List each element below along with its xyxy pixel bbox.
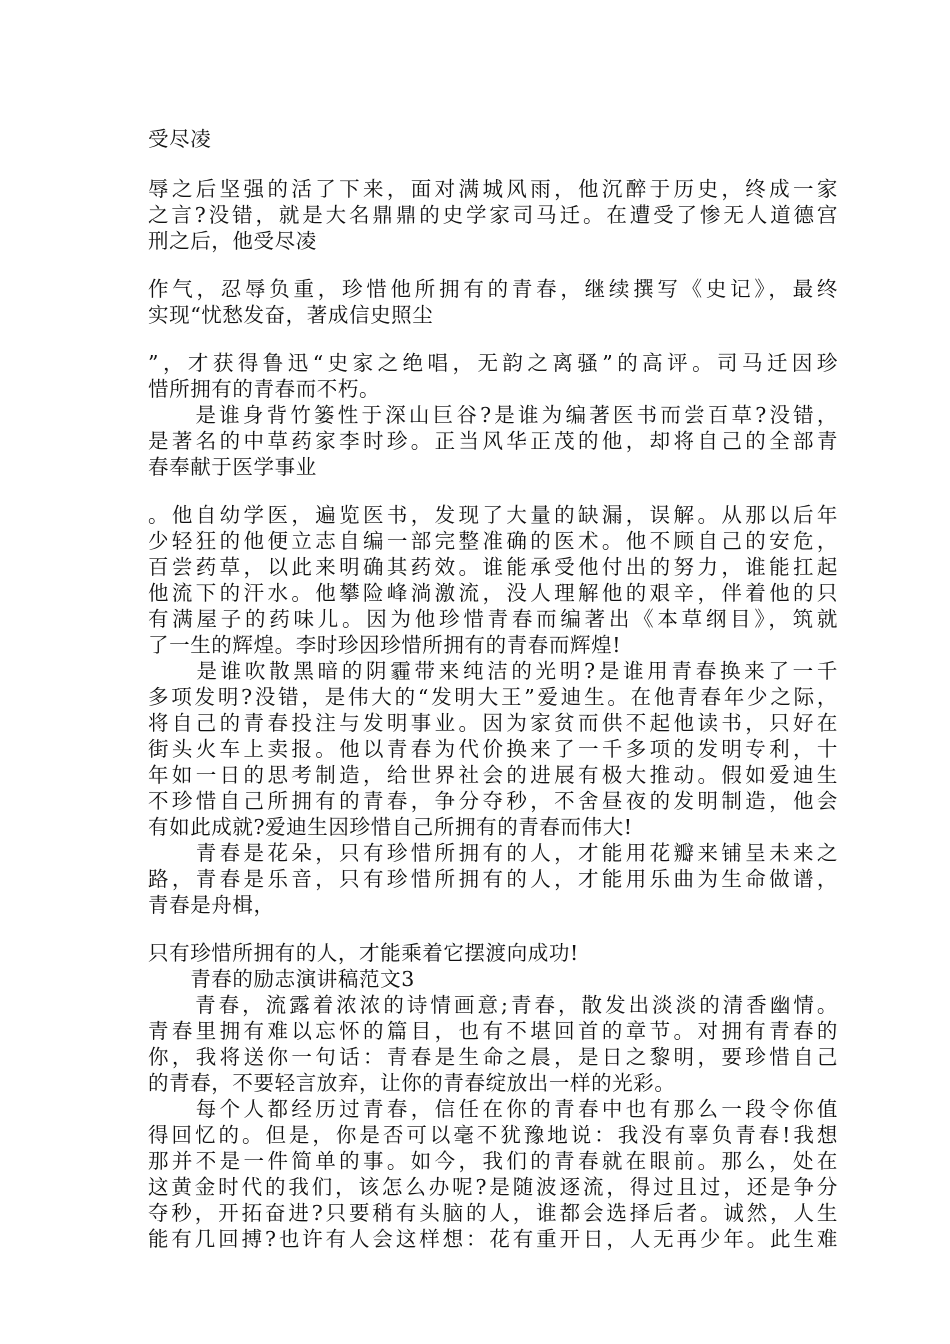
text-line: 是谁身背竹篓性于深山巨谷?是谁为编著医书而尝百草?没错， xyxy=(148,403,838,427)
text-line: 路，青春是乐音，只有珍惜所拥有的人，才能用乐曲为生命做谱， xyxy=(148,867,838,891)
section-heading: 青春的励志演讲稿范文3 xyxy=(148,967,415,991)
text-line: 少轻狂的他便立志自编一部完整准确的医术。他不顾自己的安危， xyxy=(148,529,838,553)
text-line: 青春里拥有难以忘怀的篇目，也有不堪回首的章节。对拥有青春的 xyxy=(148,1019,838,1043)
text-line: 这黄金时代的我们，该怎么办呢?是随波逐流，得过且过，还是争分 xyxy=(148,1175,838,1199)
text-line: 辱之后坚强的活了下来，面对满城风雨，他沉醉于历史，终成一家 xyxy=(148,177,838,201)
text-line: 是谁吹散黑暗的阴霾带来纯洁的光明?是谁用青春换来了一千 xyxy=(148,659,838,683)
text-line: 只有珍惜所拥有的人，才能乘着它摆渡向成功! xyxy=(148,941,579,965)
text-line: 不珍惜自己所拥有的青春，争分夺秒，不舍昼夜的发明制造，他会 xyxy=(148,789,838,813)
text-line: 春奉献于医学事业 xyxy=(148,455,317,479)
text-line: 将自己的青春投注与发明事业。因为家贫而供不起他读书，只好在 xyxy=(148,711,838,735)
text-line: 的青春，不要轻言放弃，让你的青春绽放出一样的光彩。 xyxy=(148,1071,676,1095)
text-line: 青春，流露着浓浓的诗情画意;青春，散发出淡淡的清香幽情。 xyxy=(148,993,838,1017)
text-line: 得回忆的。但是，你是否可以毫不犹豫地说：我没有辜负青春!我想 xyxy=(148,1123,838,1147)
text-line: 惜所拥有的青春而不朽。 xyxy=(148,377,381,401)
text-line: 青春是舟楫， xyxy=(148,893,275,917)
text-line: 那并不是一件简单的事。如今，我们的青春就在眼前。那么，处在 xyxy=(148,1149,838,1173)
text-line: 年如一日的思考制造，给世界社会的进展有极大推动。假如爱迪生 xyxy=(148,763,838,787)
text-line: 你，我将送你一句话：青春是生命之晨，是日之黎明，要珍惜自己 xyxy=(148,1045,838,1069)
text-line: 街头火车上卖报。他以青春为代价换来了一千多项的发明专利，十 xyxy=(148,737,838,761)
text-line: 实现“忧愁发奋，著成信史照尘 xyxy=(148,303,434,327)
text-line: 多项发明?没错，是伟大的“发明大王”爱迪生。在他青春年少之际， xyxy=(148,685,838,709)
text-line: 了一生的辉煌。李时珍因珍惜所拥有的青春而辉煌! xyxy=(148,633,622,657)
text-line: 受尽凌 xyxy=(148,127,212,151)
text-line: 能有几回搏?也许有人会这样想：花有重开日，人无再少年。此生难 xyxy=(148,1227,838,1251)
text-line: 青春是花朵，只有珍惜所拥有的人，才能用花瓣来铺呈未来之 xyxy=(148,841,838,865)
text-line: ”，才获得鲁迅“史家之绝唱，无韵之离骚”的高评。司马迁因珍 xyxy=(148,351,838,375)
text-line: 是著名的中草药家李时珍。正当风华正茂的他，却将自己的全部青 xyxy=(148,429,838,453)
text-line: 每个人都经历过青春，信任在你的青春中也有那么一段令你值 xyxy=(148,1097,838,1121)
text-line: 之言?没错，就是大名鼎鼎的史学家司马迁。在遭受了惨无人道德宫 xyxy=(148,203,838,227)
text-line: 有如此成就?爱迪生因珍惜自己所拥有的青春而伟大! xyxy=(148,815,633,839)
text-line: 刑之后，他受尽凌 xyxy=(148,229,317,253)
text-line: 百尝药草，以此来明确其药效。谁能承受他付出的努力，谁能扛起 xyxy=(148,555,838,579)
text-line: 他流下的汗水。他攀险峰淌激流，没人理解他的艰辛，伴着他的只 xyxy=(148,581,838,605)
text-line: 有满屋子的药味儿。因为他珍惜青春而编著出《本草纲目》，筑就 xyxy=(148,607,838,631)
text-line: 作气，忍辱负重，珍惜他所拥有的青春，继续撰写《史记》，最终 xyxy=(148,277,838,301)
text-line: 。他自幼学医，遍览医书，发现了大量的缺漏，误解。从那以后年 xyxy=(148,503,838,527)
text-line: 夺秒，开拓奋进?只要稍有头脑的人，谁都会选择后者。诚然，人生 xyxy=(148,1201,838,1225)
